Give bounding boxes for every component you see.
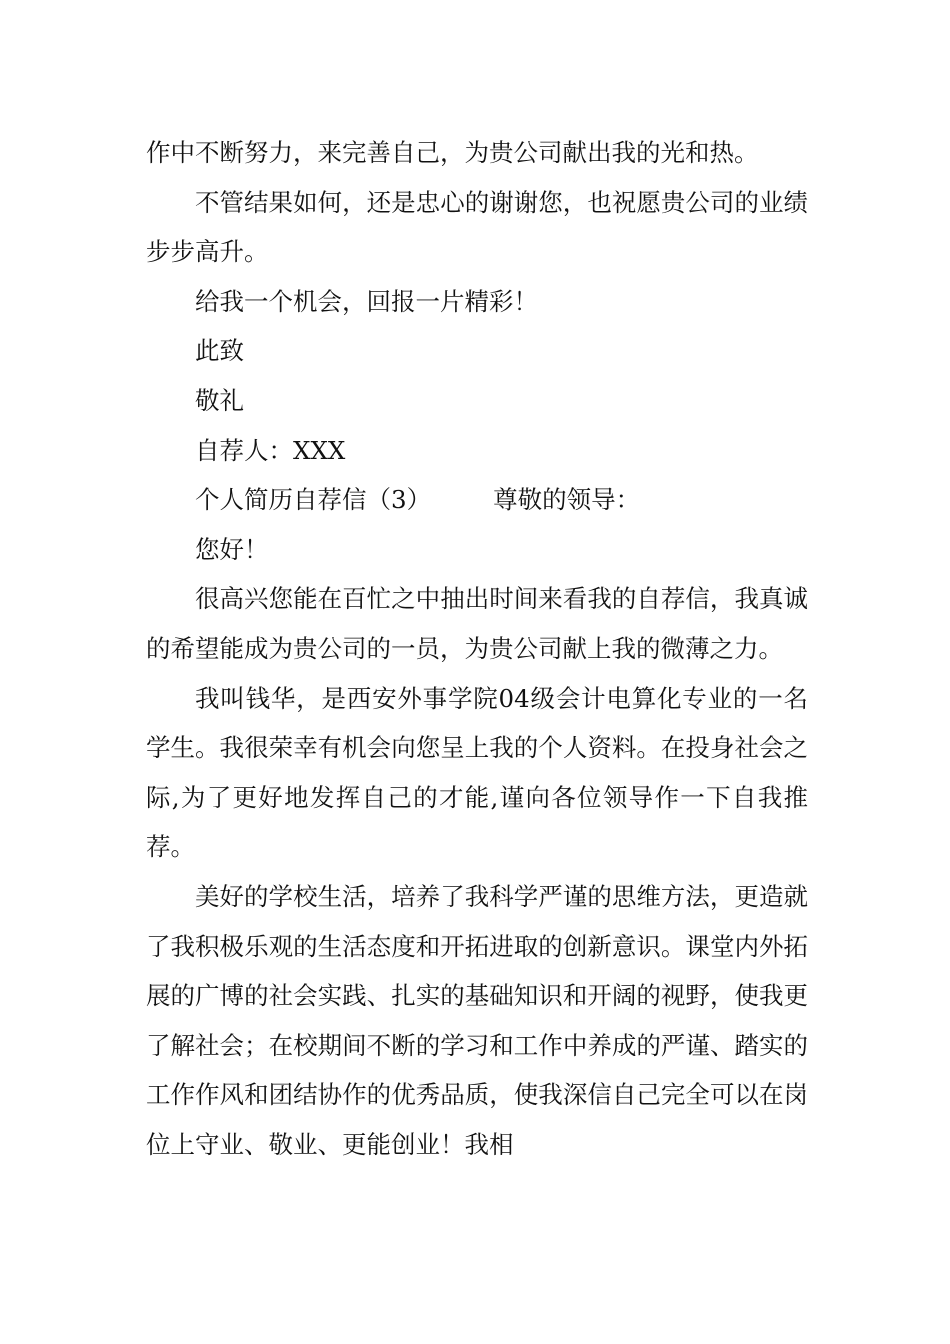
section-title: 个人简历自荐信（3）: [195, 485, 432, 515]
closing-line-1: 此致: [195, 336, 244, 366]
salutation: 尊敬的领导：: [493, 485, 641, 515]
signature-line: 自荐人：XXX: [195, 435, 346, 465]
greeting-line: 您好！: [195, 534, 269, 564]
paragraph-school-life: 美好的学校生活，培养了我科学严谨的思维方法，更造就了我积极乐观的生活态度和开拓进取的创新意识。课堂内外拓展的广博的社会实践、扎实的基础知识和开阔的视野，使我更了解社会；在校期间不断的学习和工作中养成的严谨、踏实的工作作风和团结协作的优秀品质，使我深信自己完全可以在岗位上守业、敬业、更能创业！我相: [146, 881, 808, 1159]
paragraph-self-introduction: 我叫钱华，是西安外事学院04级会计电算化专业的一名学生。我很荣幸有机会向您呈上我的个人资料。在投身社会之际,为了更好地发挥自己的才能,谨向各位领导作一下自我推荐。: [146, 683, 808, 862]
paragraph-thanks: 不管结果如何，还是忠心的谢谢您，也祝愿贵公司的业绩步步高升。: [146, 187, 808, 267]
paragraph-continuation: 作中不断努力，来完善自己，为贵公司献出我的光和热。: [146, 138, 759, 167]
section-heading-line: [146, 475, 808, 525]
paragraph-opportunity: 给我一个机会，回报一片精彩！: [195, 286, 538, 316]
closing-line-2: 敬礼: [195, 385, 244, 415]
paragraph-intro: 很高兴您能在百忙之中抽出时间来看我的自荐信，我真诚的希望能成为贵公司的一员，为贵公司献上我的微薄之力。: [146, 584, 808, 663]
